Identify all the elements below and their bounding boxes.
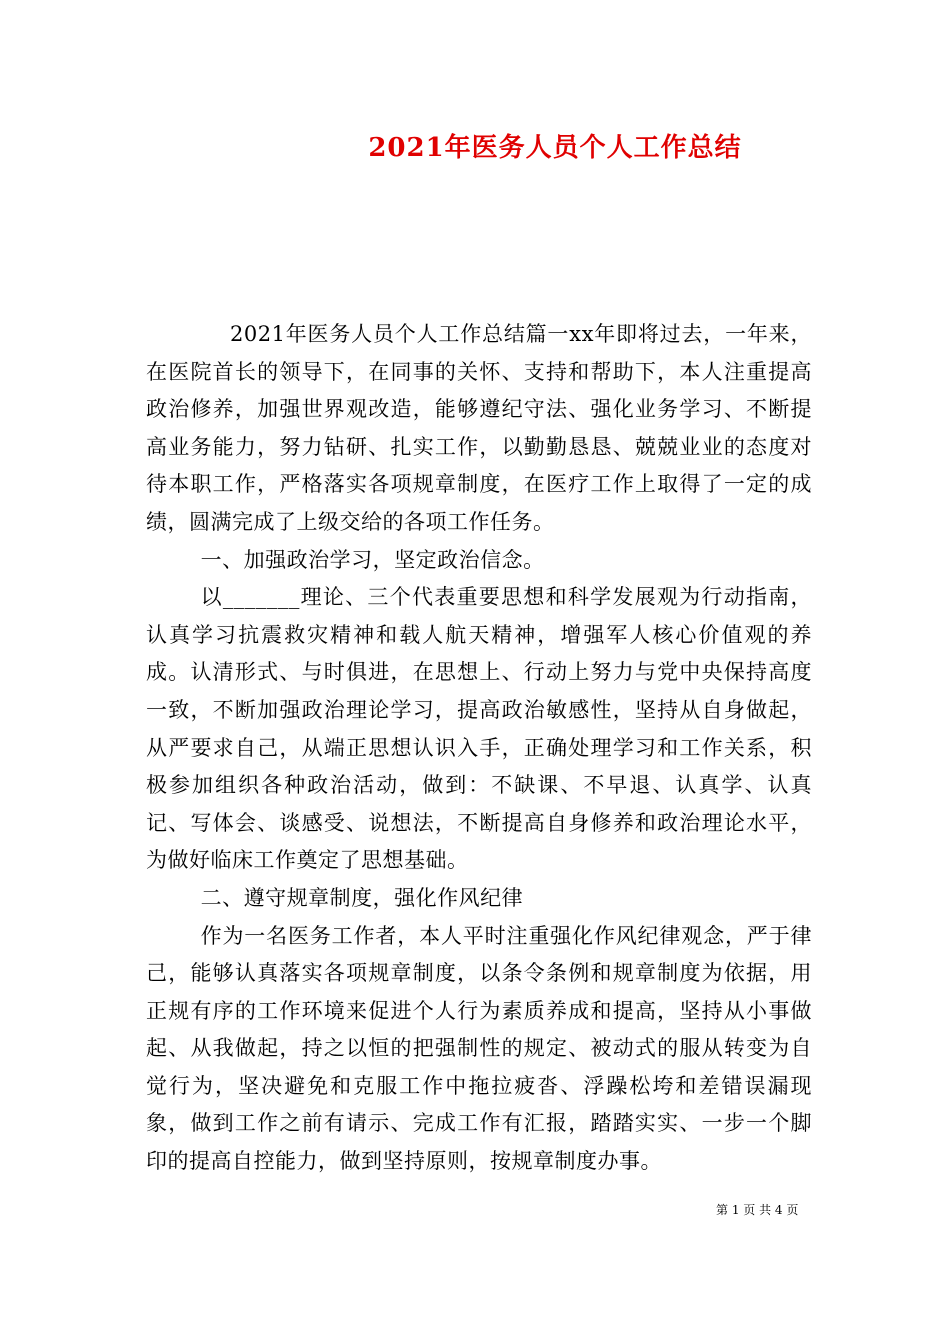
page-number: 第 1 页 共 4 页 [716, 1203, 799, 1217]
section-heading-2: 二、遵守规章制度，强化作风纪律 [200, 885, 524, 910]
document-body [146, 316, 812, 1181]
section-heading-1: 一、加强政治学习，坚定政治信念。 [200, 547, 545, 572]
document-title: 2021年医务人员个人工作总结 [368, 133, 742, 163]
section-1-paragraph: 以_______理论、三个代表重要思想和科学发展观为行动指南，认真学习抗震救灾精神和载人航天精神，增强军人核心价值观的养成。认清形式、与时俱进，在思想上、行动上努力与党中央保持高度一致，不断加强政治理论学习，提高政治敏感性，坚持从自身做起，从严要求自己，从端正思想认识入手，正确处理学习和工作关系，积极参加组织各种政治活动，做到：不缺课、不早退、认真学、认真记、写体会、谈感受、说想法，不断提高自身修养和政治理论水平，为做好临床工作奠定了思想基础。 [146, 585, 812, 873]
intro-paragraph: 2021年医务人员个人工作总结篇一xx年即将过去，一年来，在医院首长的领导下，在同事的关怀、支持和帮助下，本人注重提高政治修养，加强世界观改造，能够遵纪守法、强化业务学习、不断提高业务能力，努力钻研、扎实工作，以勤勤恳恳、兢兢业业的态度对待本职工作，严格落实各项规章制度，在医疗工作上取得了一定的成绩，圆满完成了上级交给的各项工作任务。 [146, 322, 812, 534]
section-2-paragraph: 作为一名医务工作者，本人平时注重强化作风纪律观念，严于律己，能够认真落实各项规章制度，以条令条例和规章制度为依据，用正规有序的工作环境来促进个人行为素质养成和提高，坚持从小事做起、从我做起，持之以恒的把强制性的规定、被动式的服从转变为自觉行为，坚决避免和克服工作中拖拉疲沓、浮躁松垮和差错误漏现象，做到工作之前有请示、完成工作有汇报，踏踏实实、一步一个脚印的提高自控能力，做到坚持原则，按规章制度办事。 [146, 923, 812, 1174]
